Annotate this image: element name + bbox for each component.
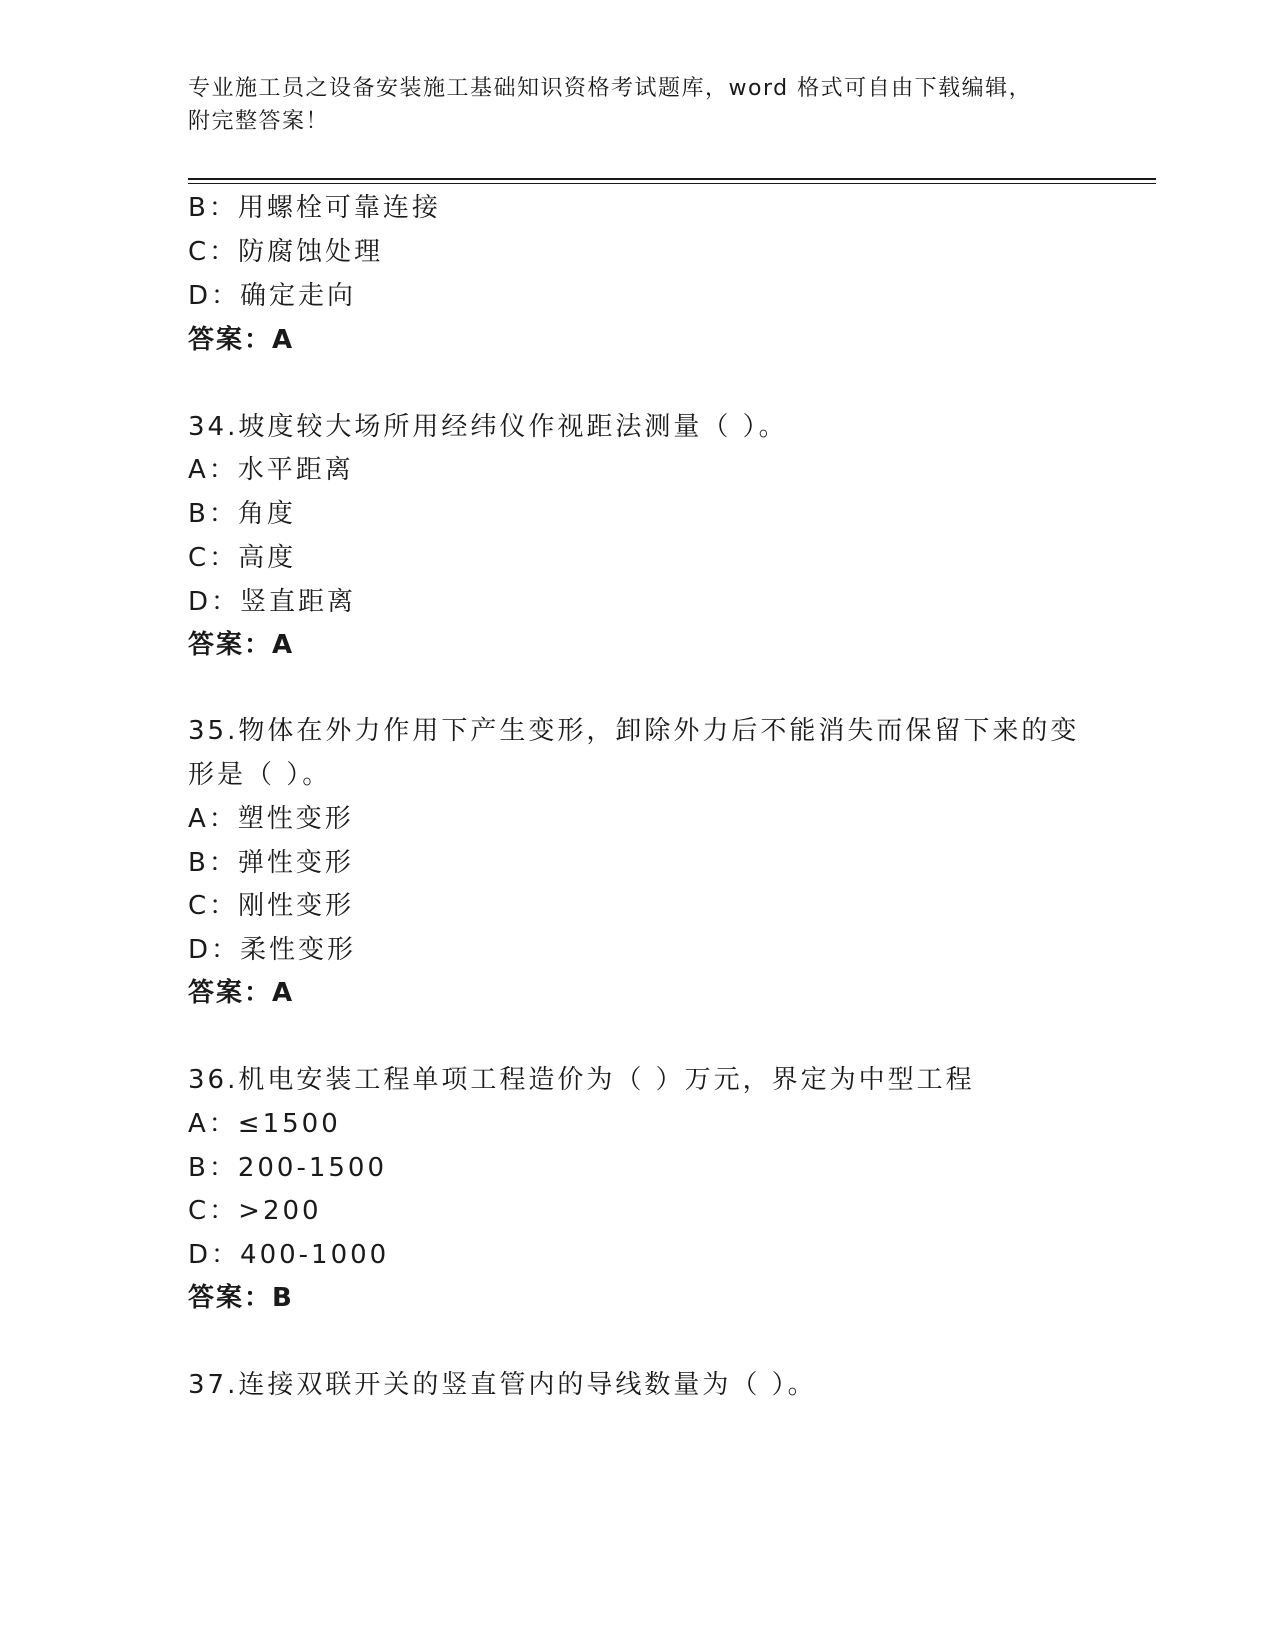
question-stem-35: 35.物体在外力作用下产生变形，卸除外力后不能消失而保留下来的变: [188, 716, 1080, 746]
option-d: D：确定走向: [188, 281, 357, 311]
option-a: A：塑性变形: [188, 804, 354, 834]
option-b: B：角度: [188, 499, 296, 529]
document-header: [188, 72, 1088, 138]
option-c: C：刚性变形: [188, 891, 355, 921]
option-a: A：≤1500: [188, 1109, 341, 1139]
answer-line: 答案：B: [188, 1283, 294, 1313]
answer-line: 答案：A: [188, 325, 295, 355]
option-b: B：200-1500: [188, 1153, 388, 1183]
question-stem-35-cont: 形是（ ）。: [188, 760, 332, 790]
option-a: A：水平距离: [188, 455, 354, 485]
header-divider-thick: [188, 178, 1156, 180]
option-b: B：用螺栓可靠连接: [188, 193, 441, 223]
answer-line: 答案：A: [188, 978, 295, 1008]
header-line-1: 专业施工员之设备安装施工基础知识资格考试题库，word 格式可自由下载编辑，: [188, 76, 1033, 101]
option-d: D：竖直距离: [188, 587, 357, 617]
answer-line: 答案：A: [188, 630, 295, 660]
question-stem-34: 34.坡度较大场所用经纬仪作视距法测量（ ）。: [188, 412, 788, 442]
option-d: D：柔性变形: [188, 935, 357, 965]
option-c: C：高度: [188, 543, 297, 573]
option-c: C：防腐蚀处理: [188, 237, 384, 267]
header-line-2: 附完整答案！: [188, 109, 330, 134]
header-divider-thin: [188, 183, 1156, 184]
option-c: C：>200: [188, 1196, 322, 1226]
question-stem-37: 37.连接双联开关的竖直管内的导线数量为（ ）。: [188, 1370, 817, 1400]
question-stem-36: 36.机电安装工程单项工程造价为（ ）万元，界定为中型工程: [188, 1065, 975, 1095]
option-b: B：弹性变形: [188, 848, 354, 878]
option-d: D：400-1000: [188, 1240, 390, 1270]
